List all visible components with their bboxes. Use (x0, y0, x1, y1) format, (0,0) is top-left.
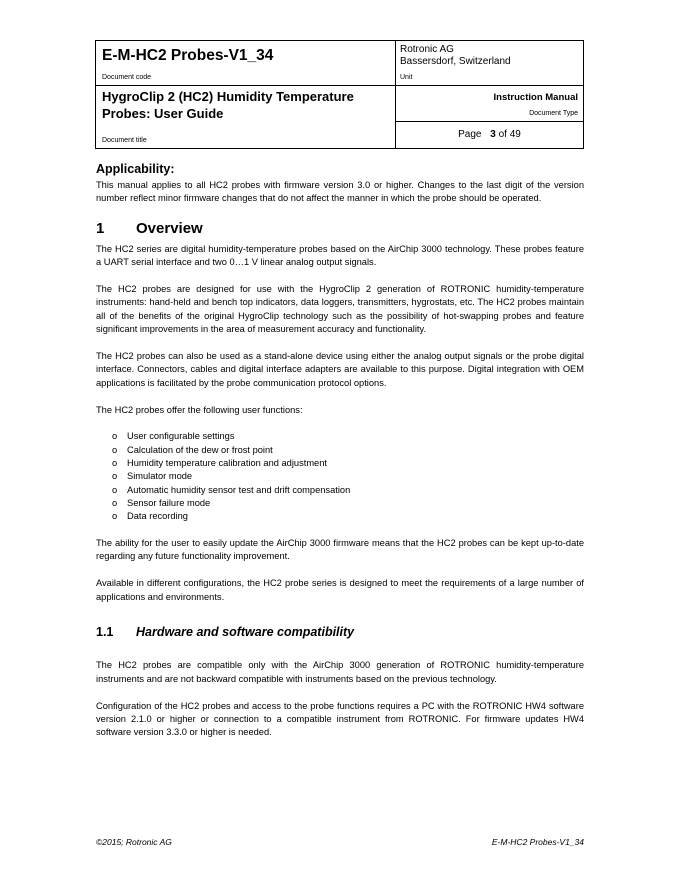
paragraph: Configuration of the HC2 probes and access to the probe functions requires a PC with the ROTRONIC HW4 software version 2.1.0 or higher or connection to a compatible instrument from ROTRONIC. For firmware updates HW4 software version 3.3.0 or higher is needed. (96, 700, 584, 738)
footer-copyright: ©2015; Rotronic AG (96, 837, 172, 847)
bullet: o (112, 458, 118, 469)
document-title (102, 88, 382, 122)
paragraph: The HC2 probes can also be used as a stand-alone device using either the analog output signals or the probe digital interface. Connectors, cables and digital interface adapters are available to this purpose. Digital integration with OEM applications is facilitated by the probe communication protocol options. (96, 351, 584, 388)
header-divider (395, 121, 583, 122)
document-code: E-M-HC2 Probes-V1_34 (102, 47, 274, 64)
document-title-label: Document title (102, 137, 147, 144)
paragraph: The ability for the user to easily update the AirChip 3000 firmware means that the HC2 probes can be kept up-to-date regarding any future functionality improvement. (96, 537, 584, 562)
footer-doc-code: E-M-HC2 Probes-V1_34 (491, 837, 584, 847)
section-number: 1 (96, 219, 105, 237)
document-header-table (95, 40, 584, 149)
page-total: of 49 (498, 129, 521, 140)
company-location: Bassersdorf, Switzerland (400, 56, 511, 67)
list-item: o Data recording (96, 510, 584, 523)
paragraph: Available in different configurations, the HC2 probe series is designed to meet the requirements of a large number of applications and environments. (96, 578, 584, 602)
document-title-line: Probes: User Guide (102, 106, 224, 121)
subsection-number: 1.1 (96, 625, 114, 640)
document-code-label: Document code (102, 74, 152, 81)
bullet: o (112, 497, 118, 508)
bullet: o (112, 431, 118, 442)
list-item: o Humidity temperature calibration and adjustment (96, 457, 584, 470)
paragraph: The HC2 probes offer the following user functions: (96, 404, 303, 415)
subsection-heading (96, 625, 584, 639)
applicability-text: This manual applies to all HC2 probes with firmware version 3.0 or higher. Changes to the last digit of the version number reflect minor firmware changes that do not affect the manner in which the probe should be operated. (96, 180, 584, 204)
page-label: Page (458, 129, 482, 140)
subsection-title: Hardware and software compatibility (136, 625, 355, 640)
list-item: o Simulator mode (96, 470, 584, 483)
paragraph: The HC2 probes are designed for use with the HygroClip 2 generation of ROTRONIC humidity-temperature instruments: hand-held and bench top indicators, data loggers, transmitters, hygrostats, etc. The HC2 probes maintain all of the benefits of the original HygroClip technology such as the possibility of hot-swapping probes and feature significant improvements in the area of measurement accuracy and functionality. (96, 284, 584, 335)
list-item: o User configurable settings (96, 430, 584, 443)
unit-label: Unit (400, 74, 413, 81)
paragraph: The HC2 series are digital humidity-temperature probes based on the AirChip 3000 technology. These probes feature a UART serial interface and two 0…1 V linear analog output signals. (96, 243, 584, 268)
section-heading (96, 220, 584, 237)
page-indicator (396, 129, 583, 140)
header-divider (96, 85, 395, 86)
company-name: Rotronic AG (400, 44, 454, 55)
bullet: o (112, 484, 118, 495)
document-body (96, 162, 584, 740)
document-type-label: Document Type (529, 110, 578, 117)
paragraph: The HC2 probes are compatible only with the AirChip 3000 generation of ROTRONIC humidity-temperature instruments and are not backward compatible with instruments based on the previous technology. (96, 660, 584, 684)
user-functions-list (96, 430, 584, 523)
company-info (400, 44, 511, 68)
bullet: o (112, 511, 118, 522)
page-number: 3 (490, 129, 496, 140)
list-item: o Calculation of the dew or frost point (96, 444, 584, 457)
applicability-heading: Applicability: (96, 162, 175, 176)
document-type: Instruction Manual (493, 92, 578, 103)
header-divider (395, 85, 583, 86)
document-title-line: HygroClip 2 (HC2) Humidity Temperature (102, 89, 354, 104)
bullet: o (112, 444, 118, 455)
section-title: Overview (136, 219, 203, 237)
bullet: o (112, 471, 118, 482)
list-item: o Automatic humidity sensor test and drift compensation (96, 484, 584, 497)
list-item: o Sensor failure mode (96, 497, 584, 510)
